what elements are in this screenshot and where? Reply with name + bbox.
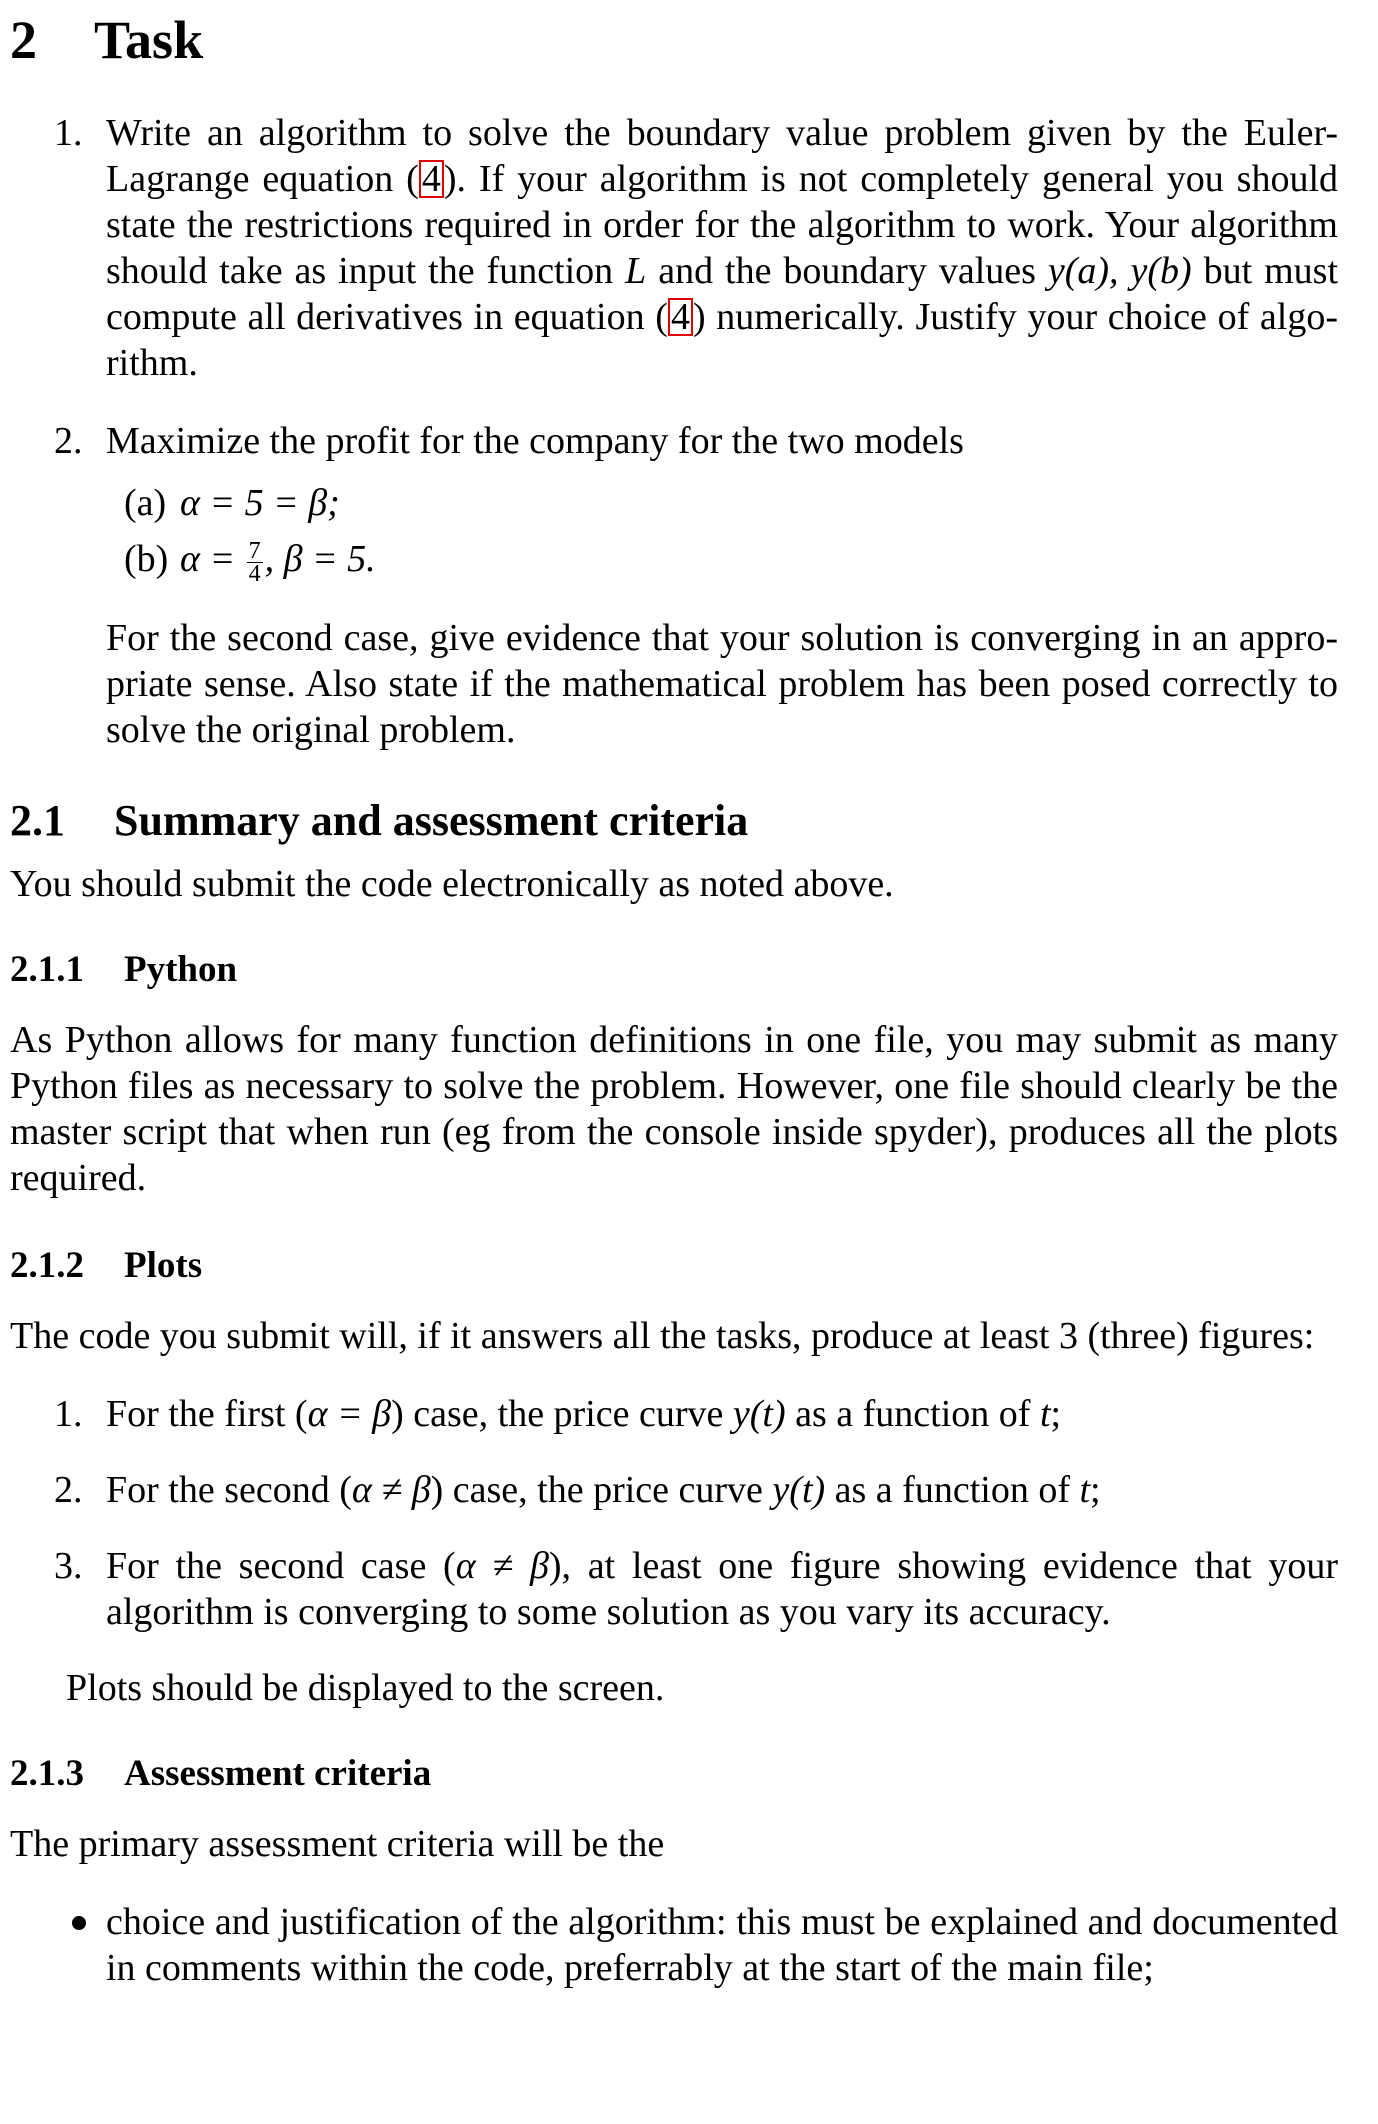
subsubsection-heading-plots [10, 1243, 1338, 1289]
subsubsection-title: Assessment criteria [124, 1752, 432, 1794]
plots-math-2: y(t) [772, 1468, 826, 1511]
plots-math: α = β [307, 1392, 392, 1435]
plots-item-3 [10, 1543, 1338, 1635]
plots-text-2: ) case, the price curve [430, 1468, 773, 1511]
plots-label: 3. [54, 1544, 83, 1587]
python-paragraph: As Python allows for many function definitions in one file, you may submit as many Python files as necessary to solve the problem. However, one file should clearly be the master script that when run (eg from the console inside spyder), produces all the plots required. [10, 1018, 1338, 1199]
plots-closing: Plots should be displayed to the screen. [66, 1666, 665, 1709]
plots-text-4: ; [1050, 1392, 1062, 1435]
plots-math-3: t [1079, 1468, 1091, 1511]
task-item-2 [10, 418, 1338, 464]
task-text-5: ) numerically. Justify your choice of algo-rithm. [106, 296, 1338, 384]
convergence-paragraph: For the second case, give evidence that your solution is converging in an appro-priate sense. Also state if the mathematical problem has been posed correctly to solve the original problem. [106, 616, 1338, 751]
assessment-bullets [10, 1899, 1338, 1991]
plots-item-1 [10, 1391, 1338, 1437]
task-label: 2. [54, 420, 83, 462]
plots-list [10, 1391, 1338, 1635]
model-math: α = [180, 538, 245, 580]
plots-math-2: y(t) [732, 1392, 786, 1435]
plots-text-2: ) case, the price curve [391, 1392, 733, 1435]
plots-text-3: as a function of [785, 1392, 1040, 1435]
task-text-4: but must compute all derivatives in equation ( [106, 250, 1338, 338]
section-number: 2 [10, 10, 37, 70]
fraction-denominator: 4 [248, 560, 261, 587]
section-heading [10, 0, 1338, 72]
task-list [10, 110, 1338, 464]
section-title: Task [94, 10, 204, 70]
model-label: (b) [124, 538, 169, 580]
plots-label: 1. [54, 1392, 83, 1435]
task-text-2: ). If your algorithm is not completely general you should state the restrictions required in order for the algorithm to work. Your algorithm should take as input the function [106, 158, 1338, 292]
model-item-b [10, 536, 1338, 585]
assessment-bullet-text: choice and justification of the algorithm: this must be explained and documented in comments within the code, preferrably at the start of the main file; [106, 1900, 1338, 1989]
subsubsection-number: 2.1.2 [10, 1244, 84, 1286]
model-math-post: , β = 5. [264, 538, 376, 580]
task-text: Maximize the profit for the company for the two models [106, 420, 964, 462]
plots-text: For the first ( [106, 1392, 308, 1435]
subsubsection-title: Python [124, 948, 238, 990]
subsubsection-number: 2.1.1 [10, 948, 84, 990]
plots-text: For the second ( [106, 1468, 352, 1511]
plots-math-3: t [1039, 1392, 1051, 1435]
task-label: 1. [54, 112, 83, 154]
task-text-3: and the boundary values [646, 250, 1048, 292]
bullet-icon [72, 1916, 86, 1930]
model-label: (a) [124, 482, 167, 524]
subsubsection-number: 2.1.3 [10, 1752, 84, 1794]
plots-math: α ≠ β [351, 1468, 431, 1511]
equation-ref-link-2[interactable]: 4 [668, 298, 693, 336]
plots-text-3: as a function of [825, 1468, 1080, 1511]
plots-text: For the second case ( [106, 1544, 456, 1587]
equation-ref-link[interactable]: 4 [419, 160, 444, 198]
subsubsection-heading-python [10, 947, 1338, 993]
subsubsection-heading-assessment [10, 1751, 1338, 1797]
fraction-numerator: 7 [248, 537, 261, 564]
summary-paragraph: You should submit the code electronically as noted above. [10, 862, 894, 905]
plots-item-2 [10, 1467, 1338, 1513]
subsection-heading [10, 793, 1338, 849]
task-item-1 [10, 110, 1338, 386]
math-L: L [625, 250, 647, 292]
subsection-title: Summary and assessment criteria [114, 795, 749, 845]
model-math: α = 5 = β; [180, 482, 340, 524]
assessment-intro: The primary assessment criteria will be the [10, 1822, 665, 1865]
subsection-number: 2.1 [10, 795, 65, 845]
plots-math: α ≠ β [455, 1544, 549, 1587]
plots-text-4: ; [1090, 1468, 1101, 1511]
plots-text-2: ), at least one figure showing evidence that your algorithm is converging to some solution as you vary its accuracy. [106, 1544, 1338, 1633]
plots-label: 2. [54, 1468, 83, 1511]
task-text: Write an algorithm to solve the boundary value problem given by the Euler-Lagrange equation ( [106, 112, 1338, 200]
assessment-bullet [10, 1899, 1338, 1991]
model-item-a [10, 480, 1338, 526]
subsubsection-title: Plots [124, 1244, 203, 1286]
plots-intro: The code you submit will, if it answers all the tasks, produce at least 3 (three) figures: [10, 1314, 1315, 1357]
fraction [247, 537, 263, 587]
model-list [10, 480, 1338, 585]
math-boundary: y(a), y(b) [1047, 250, 1192, 292]
